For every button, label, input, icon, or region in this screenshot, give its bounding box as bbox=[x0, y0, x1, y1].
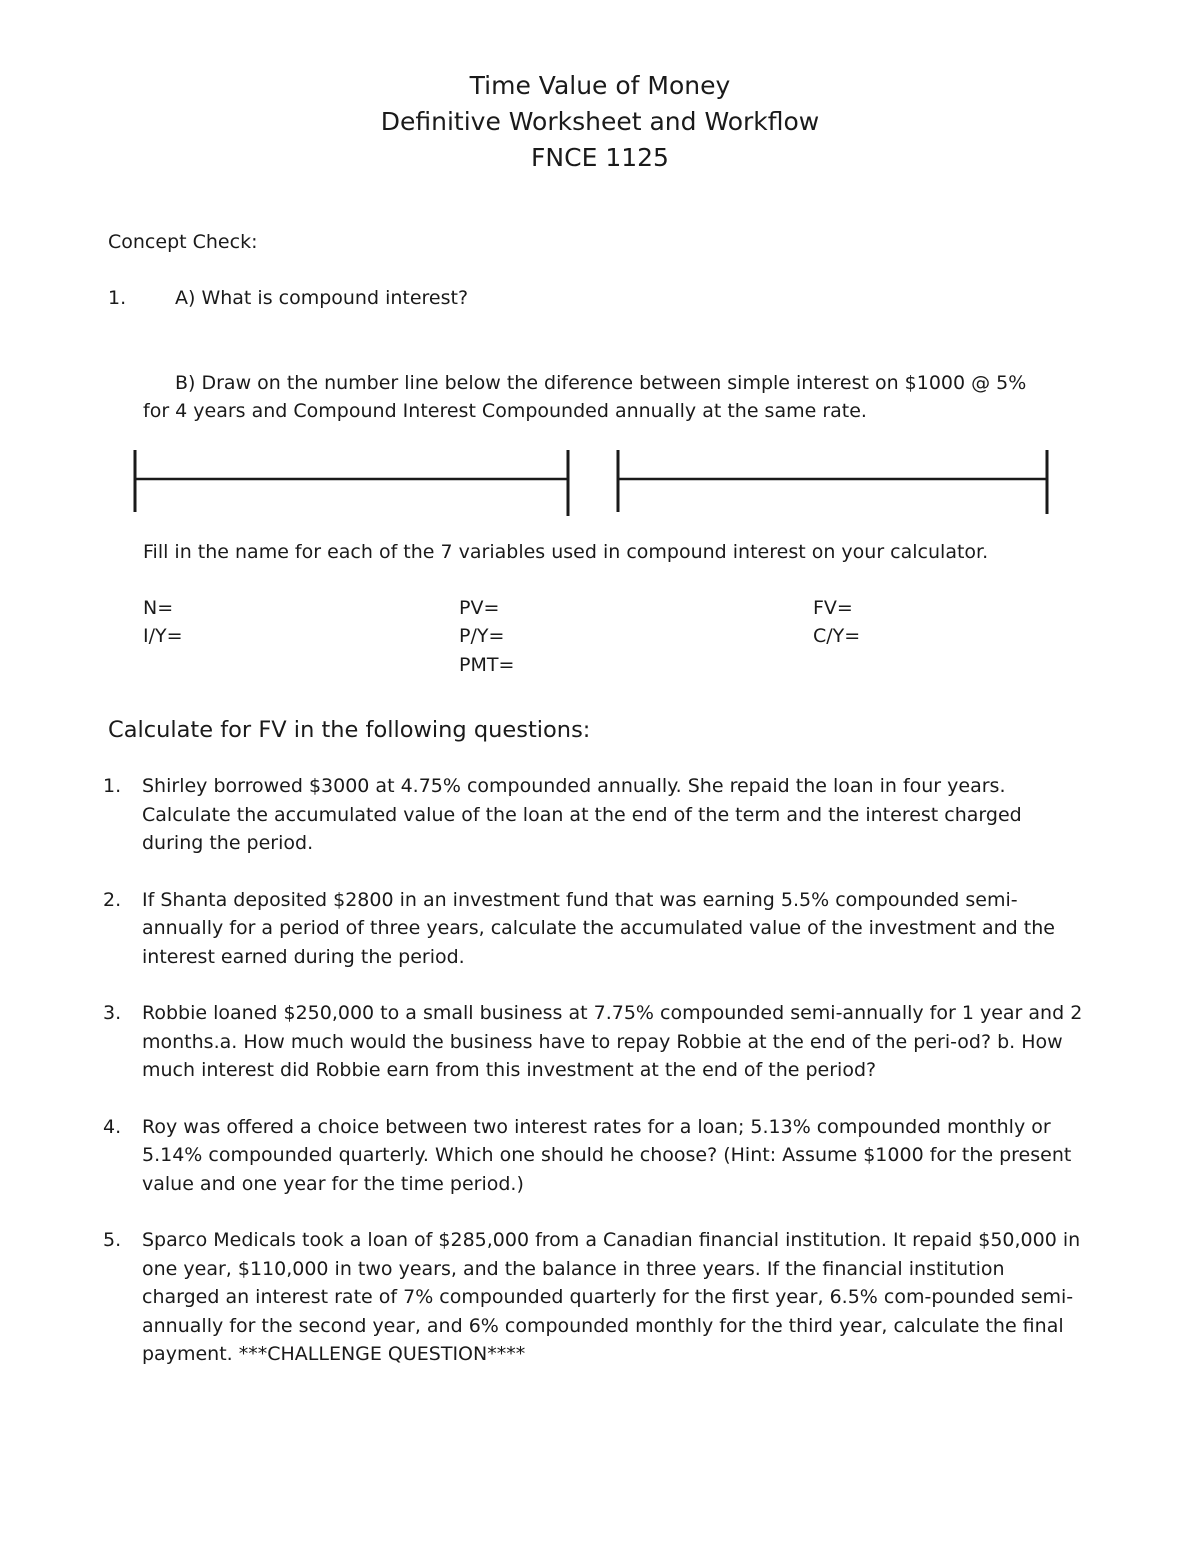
document-subtitle: Definitive Worksheet and Workflow bbox=[380, 107, 820, 136]
question-text: Robbie loaned $250,000 to a small business at 7.75% compounded semi-annually for 1 year and 2 months.a. How much would the business have to repay Robbie at the end of the peri-od? b. How much interest did Robbie earn from this investment at the end of the period? bbox=[142, 1002, 1083, 1081]
question-number: 1. bbox=[103, 775, 122, 797]
q1-part-b-line1: B) Draw on the number line below the diference between simple interest on $1000 @ 5% bbox=[175, 372, 1027, 394]
var-iy: I/Y= bbox=[143, 625, 183, 647]
question-number: 5. bbox=[103, 1229, 122, 1251]
fill-instruction: Fill in the name for each of the 7 variables used in compound interest on your calculator. bbox=[143, 541, 989, 563]
var-pmt: PMT= bbox=[459, 654, 515, 676]
course-code: FNCE 1125 bbox=[531, 143, 669, 172]
fv-question bbox=[103, 1113, 1083, 1199]
var-py: P/Y= bbox=[459, 625, 505, 647]
fv-section-heading: Calculate for FV in the following questions: bbox=[108, 717, 591, 743]
question-number: 3. bbox=[103, 1002, 122, 1024]
var-cy: C/Y= bbox=[813, 625, 861, 647]
fv-question bbox=[103, 886, 1083, 972]
document-title: Time Value of Money bbox=[469, 71, 731, 100]
question-number: 2. bbox=[103, 888, 122, 911]
compound-interest-number-line bbox=[618, 450, 1047, 514]
var-n: N= bbox=[143, 597, 174, 619]
fv-question bbox=[103, 999, 1083, 1085]
concept-check-label: Concept Check: bbox=[108, 231, 258, 253]
question-text: Sparco Medicals took a loan of $285,000 from a Canadian financial institution. It repaid $50,000 in one year, $110,000 in two years, and the balance in three years. If the financial institution charged an interest rate of 7% compounded quarterly for the first year, 6.5% com-pounded semi-annually for the second year, and 6% compounded monthly for the third year, calculate the final payment. ***CHALLENGE QUESTION**** bbox=[142, 1229, 1081, 1365]
q1-part-b-line2: for 4 years and Compound Interest Compounded annually at the same rate. bbox=[143, 400, 867, 422]
fv-question bbox=[103, 772, 1083, 858]
simple-interest-number-line bbox=[135, 450, 568, 516]
q1-number: 1. bbox=[108, 287, 127, 309]
var-pv: PV= bbox=[459, 597, 500, 619]
title-block bbox=[0, 68, 1200, 176]
var-fv: FV= bbox=[813, 597, 853, 619]
number-lines bbox=[120, 446, 1080, 520]
q1-part-a: A) What is compound interest? bbox=[175, 287, 469, 309]
question-text: Shirley borrowed $3000 at 4.75% compounded annually. She repaid the loan in four years. Calculate the accumulated value of the loan at the end of the term and the interest charged during the period. bbox=[142, 775, 1022, 854]
fv-question bbox=[103, 1226, 1083, 1369]
fv-question-list bbox=[103, 772, 1083, 1397]
question-number: 4. bbox=[103, 1115, 122, 1138]
question-text: Roy was offered a choice between two interest rates for a loan; 5.13% compounded monthly or 5.14% compounded quarterly. Which one should he choose? (Hint: Assume $1000 for the present value and one year for the time period.) bbox=[142, 1115, 1072, 1195]
question-text: If Shanta deposited $2800 in an investment fund that was earning 5.5% compounded semi-annually for a period of three years, calculate the accumulated value of the investment and the interest earned during the period. bbox=[142, 888, 1055, 968]
